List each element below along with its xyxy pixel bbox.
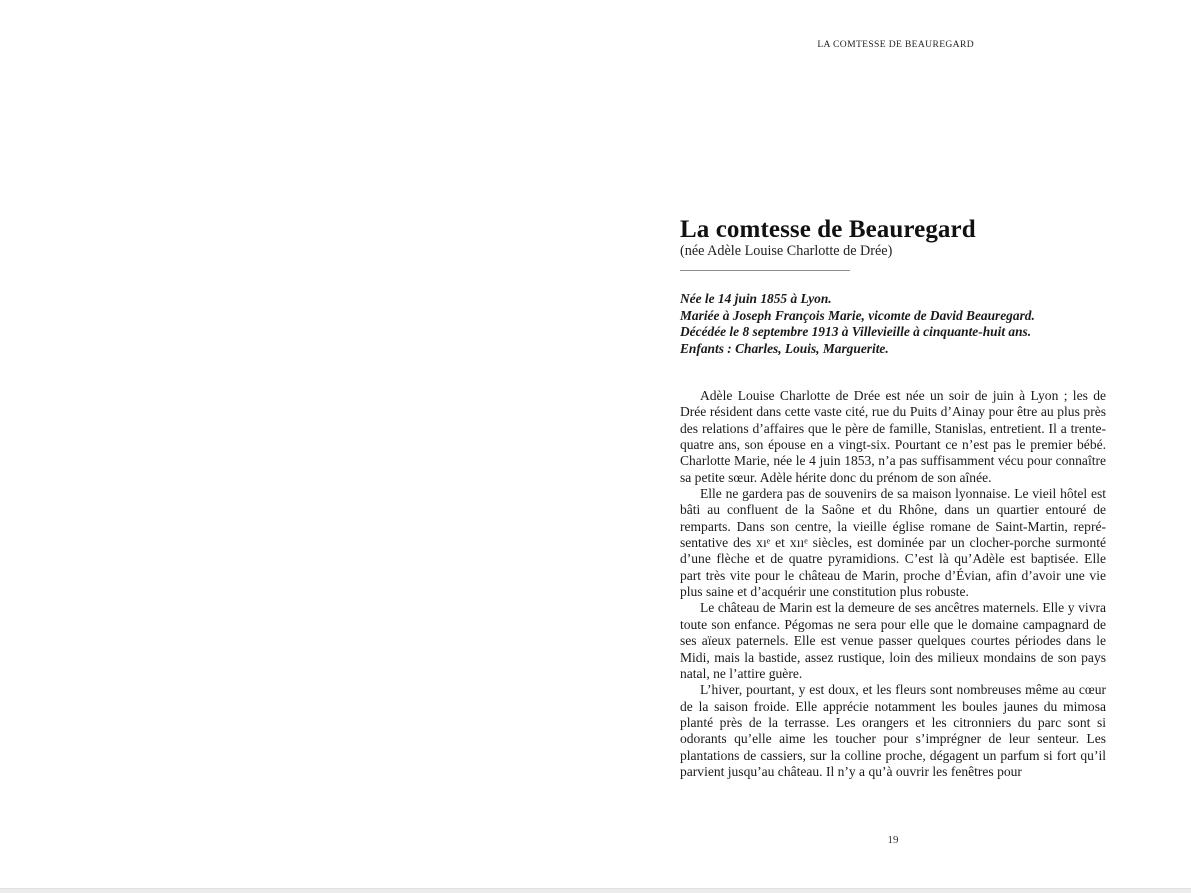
fact-death: Décédée le 8 septembre 1913 à Villevieille à cinquante-huit ans. [680, 324, 1032, 339]
paragraph: Adèle Louise Charlotte de Drée est née un soir de juin à Lyon ; les de Drée résident dans cette vaste cité, rue du Puits d’Ainay pour être au plus près des relations d’affaires que le père de famille, Stanislas, entretient. Il a trente-quatre ans, son épouse en a vingt-six. Pourtant ce n’est pas le premier bébé. Charlotte Marie, née le 4 juin 1853, n’a pas suffisamment vécu pour connaître sa petite sœur. Adèle hérite donc du prénom de son aînée. [680, 388, 1106, 485]
paragraph: Elle ne gardera pas de souvenirs de sa maison lyonnaise. Le vieil hôtel est bâti au confluent de la Saône et du Rhône, dans un quartier entouré de remparts. Dans son centre, la vieille église romane de Saint-Martin, représentative des xıᵉ et xııᵉ siècles, est dominée par un clocher-porche surmonté d’une flèche et de quatre pyramidions. C’est là qu’Adèle est baptisée. Elle part très vite pour le château de Marin, proche d’Évian, afin d’avoir une vie plus saine et d’acquérir une constitution plus robuste. [680, 486, 1106, 600]
paragraph: L’hiver, pourtant, y est doux, et les fleurs sont nombreuses même au cœur de la saison froide. Elle apprécie notamment les boules jaunes du mimosa planté près de la terrasse. Les orangers et les citronniers du parc sont si odorants qu’elle aime les toucher pour s’imprégner de leur senteur. Les plantations de cassiers, sur la colline proche, dégagent un parfum si fort qu’il parvient jusqu’au château. Il n’y a qu’à ouvrir les fenêtres pour [680, 682, 1106, 779]
fact-children: Enfants : Charles, Louis, Marguerite. [680, 340, 889, 356]
right-page [595, 0, 1191, 888]
left-page-blank [0, 0, 595, 888]
chapter-title: La comtesse de Beauregard [680, 216, 976, 243]
fact-birth: Née le 14 juin 1855 à Lyon. [680, 291, 832, 306]
paragraph: Le château de Marin est la demeure de ses ancêtres maternels. Elle y vivra toute son enfance. Pégomas ne sera pour elle que le domaine campagnard de ses aïeux paternels. Elle est venue passer quelques courtes périodes dans le Midi, mais la bastide, assez rustique, loin des milieux mondains de son pays natal, ne l’attire guère. [680, 600, 1106, 681]
fact-marriage: Mariée à Joseph François Marie, vicomte de David Beauregard. [680, 307, 1035, 323]
chapter-subtitle: (née Adèle Louise Charlotte de Drée) [680, 243, 893, 259]
title-rule [680, 270, 850, 271]
biographical-facts [680, 291, 1120, 357]
running-head: LA COMTESSE DE BEAUREGARD [817, 39, 974, 50]
viewer-bottom-edge [0, 888, 1191, 893]
page-number: 19 [887, 834, 899, 846]
body-text [680, 388, 1106, 780]
